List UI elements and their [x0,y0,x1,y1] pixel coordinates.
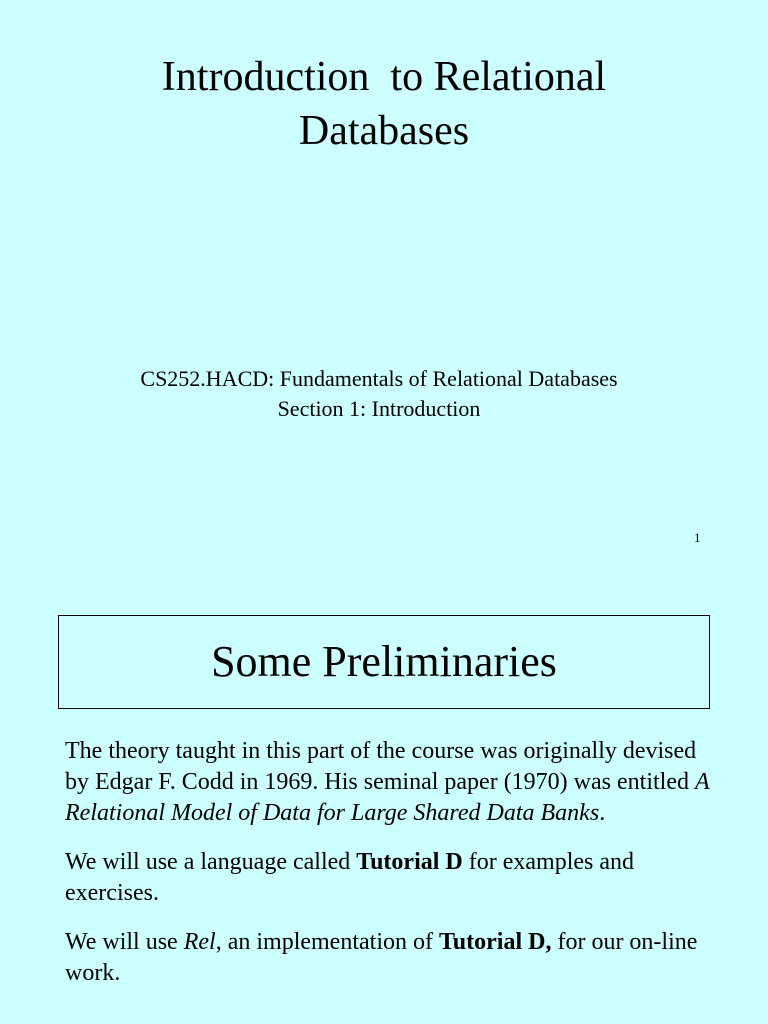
paragraph-2-end: for examples and exercises. [65,849,635,906]
title-line-1: Introduction to Relational [161,54,607,100]
slide-2-title: Some Preliminaries [211,637,557,686]
paragraph-1 [65,736,715,829]
subtitle-line-1: CS252.HACD: Fundamentals of Relational Databases [140,366,618,391]
subtitle-line-2: Section 1: Introduction [277,396,481,421]
slide-1-subtitle [0,364,758,424]
paragraph-1-end: . [599,800,606,826]
paragraph-3-end: for our on-line work. [65,929,698,986]
paragraph-3-mid: , an implementation of [215,929,439,955]
paper-title: A Relational Model of Data for Large Shared Data Banks [65,769,710,826]
rel-term: Rel [183,929,216,955]
tutorial-d-term-2: Tutorial D, [438,929,552,955]
slide-2 [0,590,768,1024]
title-line-2: Databases [298,108,470,154]
paragraph-3 [65,927,715,989]
page-number: 1 [694,530,701,545]
paragraph-2-text: We will use a language called [65,849,357,875]
paragraph-2 [65,847,715,909]
slide-2-body [65,736,715,1007]
tutorial-d-term: Tutorial D [356,849,463,875]
slide-2-title-box [58,615,710,709]
paragraph-3-text: We will use [65,929,184,955]
paragraph-1-text: The theory taught in this part of the course was originally devised by Edgar F. Codd in 1969. His seminal paper (1970) was entitled [65,738,697,795]
slide-1-title [0,50,768,158]
